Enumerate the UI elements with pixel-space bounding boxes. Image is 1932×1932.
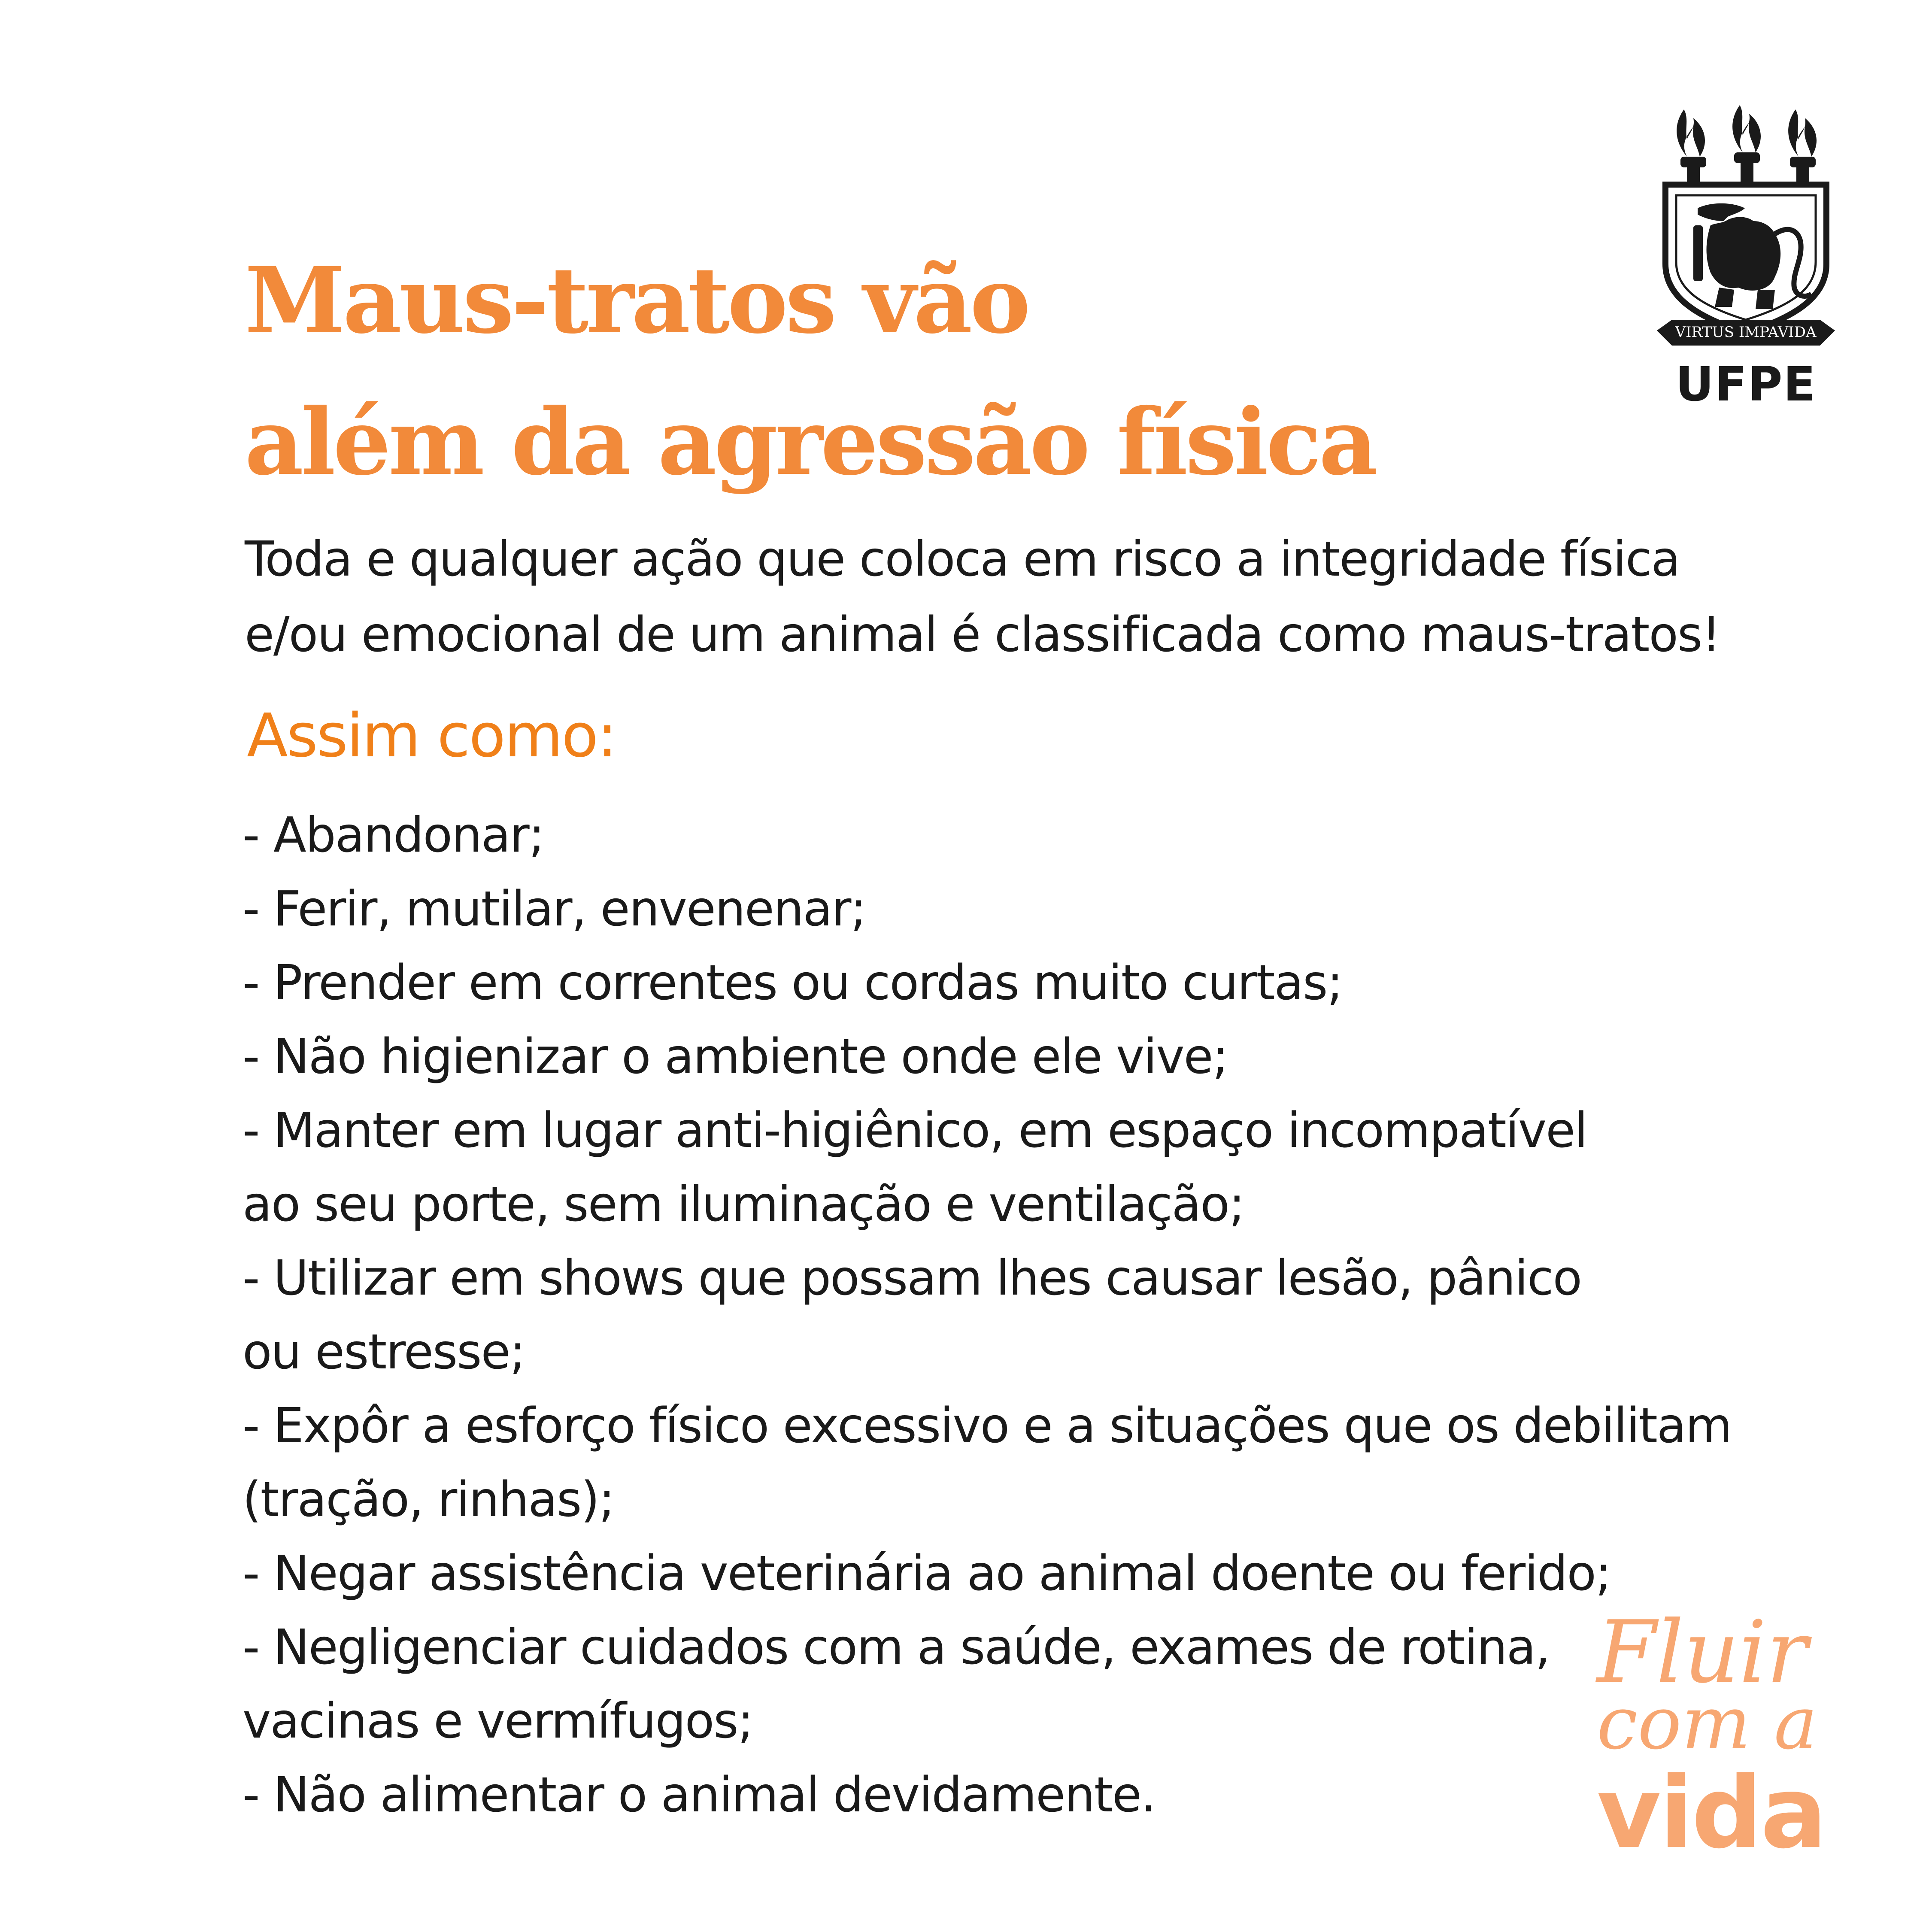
signature-line-2: com a	[1597, 1681, 1818, 1766]
list-item-line: - Expôr a esforço físico excessivo e a situações que os debilitam	[243, 1398, 1732, 1454]
abuse-list	[243, 798, 1745, 1832]
list-item	[243, 872, 1745, 946]
list-item-line: - Negar assistência veterinária ao animal doente ou ferido;	[243, 1546, 1611, 1601]
list-item	[243, 1611, 1745, 1758]
title-line-1: Maus-tratos vão	[245, 247, 1028, 354]
list-item	[243, 1389, 1745, 1537]
list-item-line: ao seu porte, sem iluminação e ventilação;	[243, 1177, 1244, 1232]
logo-motto: VIRTUS IMPAVIDA	[1675, 324, 1817, 341]
logo-name: UFPE	[1675, 357, 1817, 412]
list-item-line: ou estresse;	[243, 1324, 525, 1380]
list-item-line: - Ferir, mutilar, envenenar;	[243, 881, 866, 937]
title-line-2: além da agressão física	[245, 388, 1375, 495]
lion-icon	[1693, 203, 1811, 309]
list-item	[243, 1020, 1745, 1094]
list-item-line: - Manter em lugar anti-higiênico, em espaço incompatível	[243, 1103, 1587, 1159]
list-item	[243, 798, 1745, 872]
list-subheading: Assim como:	[247, 701, 616, 771]
list-item-line: - Prender em correntes ou cordas muito curtas;	[243, 955, 1343, 1011]
list-item	[243, 1758, 1745, 1832]
ufpe-logo	[1646, 92, 1846, 419]
list-item	[243, 946, 1745, 1020]
page-title	[245, 230, 1618, 513]
list-item-line: (tração, rinhas);	[243, 1472, 614, 1528]
intro-paragraph	[245, 522, 1747, 673]
list-item	[243, 1241, 1745, 1389]
list-item-line: - Negligenciar cuidados com a saúde, exames de rotina,	[243, 1620, 1550, 1675]
torch-icon	[1677, 105, 1817, 187]
list-item-line: - Abandonar;	[243, 807, 544, 863]
signature-line-1: Fluir	[1597, 1602, 1808, 1702]
list-item-line: - Não alimentar o animal devidamente.	[243, 1767, 1156, 1823]
list-item-line: - Utilizar em shows que possam lhes causar lesão, pânico	[243, 1250, 1582, 1306]
list-item-line: - Não higienizar o ambiente onde ele vive;	[243, 1029, 1228, 1085]
campaign-signature	[1588, 1602, 1846, 1871]
ufpe-crest-icon	[1646, 92, 1846, 367]
list-item-line: vacinas e vermífugos;	[243, 1693, 753, 1749]
signature-line-3: vida	[1597, 1756, 1826, 1871]
list-item	[243, 1094, 1745, 1241]
intro-line-1: Toda e qualquer ação que coloca em risco a integridade física	[245, 531, 1680, 587]
list-item	[243, 1537, 1745, 1611]
intro-line-2: e/ou emocional de um animal é classificada como maus-tratos!	[245, 607, 1720, 663]
